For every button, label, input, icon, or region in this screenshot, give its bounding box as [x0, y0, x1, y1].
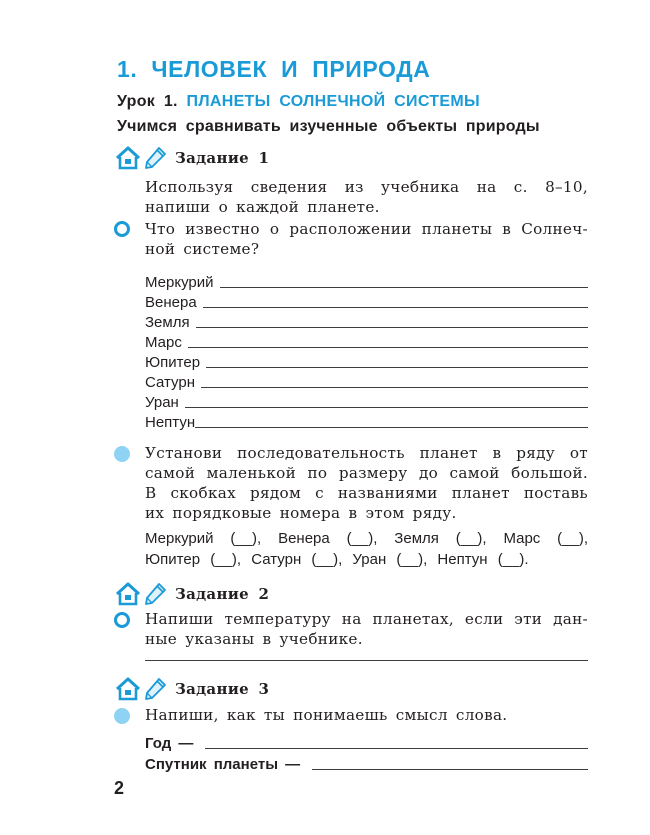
task-2-heading	[115, 582, 269, 606]
page-number: 2	[114, 778, 125, 798]
answer-line[interactable]	[201, 387, 588, 388]
definition-row-year	[145, 733, 588, 753]
text-line: Установи последовательность планет в ряду от	[145, 444, 588, 462]
planet-label: Юпитер	[145, 354, 201, 371]
text-line: их порядковые номера в этом ряду.	[145, 504, 457, 522]
answer-row-uranus	[145, 392, 588, 412]
answer-line[interactable]	[205, 748, 588, 749]
definition-row-satellite	[145, 754, 588, 774]
text-line: Напиши, как ты понимаешь смысл слова.	[145, 706, 508, 724]
answer-row-neptune	[145, 412, 588, 432]
answer-row-mercury	[145, 272, 588, 292]
task-2-question	[145, 609, 588, 649]
task-1-question-1	[145, 219, 588, 259]
lesson-subtitle: Учимся сравнивать изученные объекты природы	[117, 118, 540, 135]
task-1-heading	[115, 146, 269, 170]
lesson-heading	[117, 93, 480, 111]
planet-label: Уран	[145, 394, 179, 411]
planet-label: Сатурн	[145, 374, 196, 391]
pencil-icon	[143, 146, 167, 170]
text-line: Напиши температуру на планетах, если эти дан-	[145, 610, 588, 628]
lesson-number: Урок 1.	[117, 93, 187, 110]
planet-order-line-1[interactable]: Меркурий (__), Венера (__), Земля (__), Марс (__),	[145, 530, 588, 547]
answer-line[interactable]	[188, 347, 588, 348]
text-line: напиши о каждой планете.	[145, 198, 380, 216]
hollow-circle-marker-icon	[114, 612, 130, 628]
text-line: ной системе?	[145, 240, 260, 258]
text-line: ные указаны в учебнике.	[145, 630, 363, 648]
planet-label: Марс	[145, 334, 182, 351]
lesson-title: ПЛАНЕТЫ СОЛНЕЧНОЙ СИСТЕМЫ	[186, 93, 480, 110]
answer-row-jupiter	[145, 352, 588, 372]
answer-line[interactable]	[185, 407, 588, 408]
planet-order-line-2[interactable]: Юпитер (__), Сатурн (__), Уран (__), Нептун (__).	[145, 551, 529, 568]
task-1-question-2	[145, 443, 588, 523]
term-label: Год —	[145, 735, 194, 752]
filled-circle-marker-icon	[114, 446, 130, 462]
hollow-circle-marker-icon	[114, 221, 130, 237]
home-icon	[115, 582, 141, 606]
filled-circle-marker-icon	[114, 708, 130, 724]
text-line: самой маленькой по размеру до самой большой.	[145, 464, 588, 482]
answer-row-earth	[145, 312, 588, 332]
text-line: Что известно о расположении планеты в Солнеч-	[145, 220, 588, 238]
answer-line[interactable]	[195, 427, 588, 428]
answer-line[interactable]	[203, 307, 588, 308]
chapter-title: 1. ЧЕЛОВЕК И ПРИРОДА	[117, 56, 431, 82]
answer-line[interactable]	[206, 367, 588, 368]
task-3-question	[145, 705, 588, 725]
task-1-intro	[145, 177, 588, 217]
planet-label: Земля	[145, 314, 190, 331]
answer-row-saturn	[145, 372, 588, 392]
term-label: Спутник планеты —	[145, 756, 301, 773]
planet-label: Венера	[145, 294, 197, 311]
answer-line[interactable]	[145, 660, 588, 661]
answer-row-venus	[145, 292, 588, 312]
pencil-icon	[143, 582, 167, 606]
pencil-icon	[143, 677, 167, 701]
text-line: В скобках рядом с названиями планет поставь	[145, 484, 588, 502]
task-label: Задание 3	[175, 680, 270, 698]
answer-line[interactable]	[196, 327, 588, 328]
answer-row-mars	[145, 332, 588, 352]
task-3-heading	[115, 677, 269, 701]
planet-label: Меркурий	[145, 274, 214, 291]
text-line: Используя сведения из учебника на с. 8–10,	[145, 178, 588, 196]
answer-line[interactable]	[220, 287, 588, 288]
task-label: Задание 1	[175, 149, 270, 167]
home-icon	[115, 677, 141, 701]
home-icon	[115, 146, 141, 170]
task-label: Задание 2	[175, 585, 270, 603]
planet-label: Нептун	[145, 414, 196, 431]
answer-line[interactable]	[312, 769, 588, 770]
